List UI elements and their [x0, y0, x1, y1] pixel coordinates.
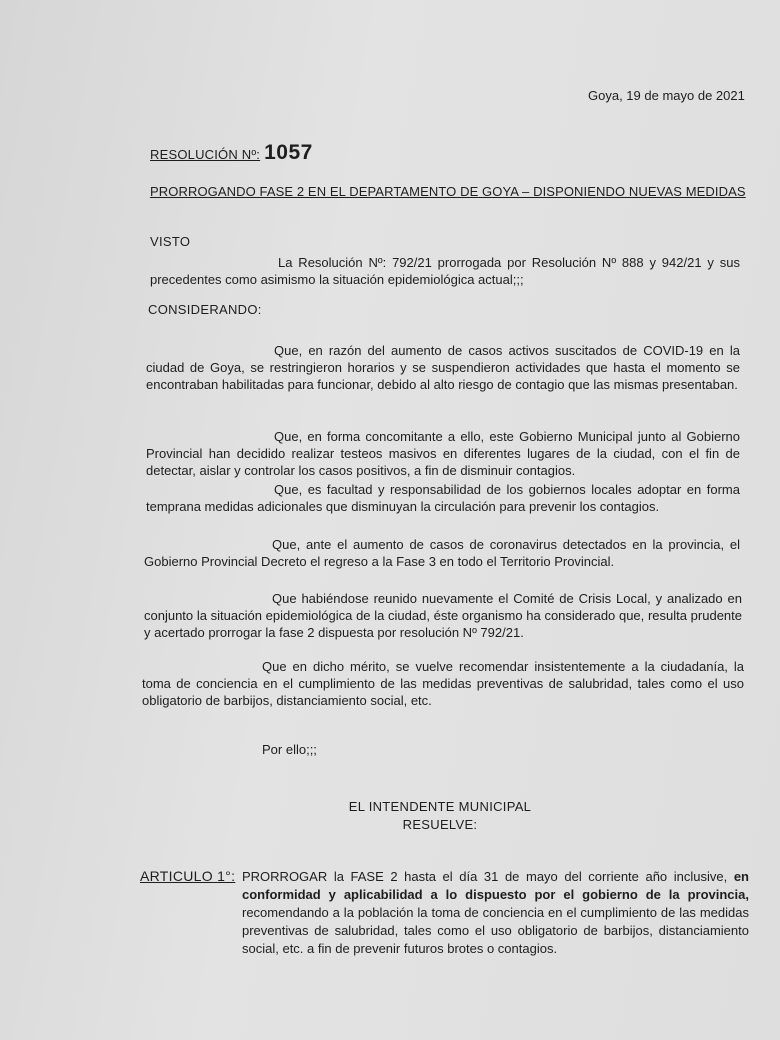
resolution-label: RESOLUCIÓN Nº: [150, 147, 261, 162]
considerando-paragraph: Que, es facultad y responsabilidad de los gobiernos locales adoptar en forma temprana medidas adicionales que disminuyan la circulación para prevenir los contagios. [146, 482, 740, 514]
considerando-paragraph: Que habiéndose reunido nuevamente el Comité de Crisis Local, y analizado en conjunto la situación epidemiológica de la ciudad, éste organismo ha considerado que, resulta prudente y acertado prorrogar la fase 2 dispuesta por resolución Nº 792/21. [144, 591, 742, 640]
articulo-1-label: ARTICULO 1°: [140, 868, 236, 884]
visto-heading: VISTO [150, 234, 191, 249]
articulo-1-part3: recomendando a la población la toma de conciencia en el cumplimiento de las medidas preventivas de salubridad, tales como el uso obligatorio de barbijos, distanciamiento social, etc. a fin de prevenir futuros brotes o contagios. [242, 905, 749, 956]
considerando-heading: CONSIDERANDO: [148, 302, 262, 317]
por-ello-text: Por ello;;; [262, 742, 317, 757]
articulo-1-part1: PRORROGAR la FASE 2 hasta el día 31 de mayo del corriente año inclusive, [242, 869, 728, 884]
resuelve-heading [290, 798, 590, 834]
resuelve-title: RESUELVE: [402, 817, 478, 832]
considerando-paragraph: Que, ante el aumento de casos de coronavirus detectados en la provincia, el Gobierno Provincial Decreto el regreso a la Fase 3 en todo el Territorio Provincial. [144, 537, 740, 569]
considerando-paragraph: Que, en forma concomitante a ello, este Gobierno Municipal junto al Gobierno Provincial han decidido realizar testeos masivos en diferentes lugares de la ciudad, con el fin de detectar, aislar y controlar los casos positivos, a fin de disminuir contagios. [146, 429, 740, 478]
articulo-1-text [242, 868, 749, 958]
document-date: Goya, 19 de mayo de 2021 [588, 88, 745, 103]
intendente-title: EL INTENDENTE MUNICIPAL [348, 799, 532, 814]
considerando-paragraph: Que, en razón del aumento de casos activos suscitados de COVID-19 en la ciudad de Goya, se restringieron horarios y se suspendieron actividades que hasta el momento se encontraban habilitadas para funcionar, debido al alto riesgo de contagio que las mismas presentaban. [146, 343, 740, 392]
visto-text: La Resolución Nº: 792/21 prorrogada por Resolución Nº 888 y 942/21 y sus precedentes como asimismo la situación epidemiológica actual;;; [150, 255, 740, 287]
resolution-title [150, 141, 313, 165]
considerando-paragraph: Que en dicho mérito, se vuelve recomendar insistentemente a la ciudadanía, la toma de conciencia en el cumplimiento de las medidas preventivas de salubridad, tales como el uso obligatorio de barbijos, distanciamiento social, etc. [142, 659, 744, 708]
resolution-subject: PRORROGANDO FASE 2 EN EL DEPARTAMENTO DE GOYA – DISPONIENDO NUEVAS MEDIDAS [150, 184, 746, 199]
resolution-number: 1057 [264, 141, 313, 164]
articulo-1-part2: en conformidad y aplicabilidad a lo dispuesto por el gobierno de la provincia, [242, 869, 749, 902]
